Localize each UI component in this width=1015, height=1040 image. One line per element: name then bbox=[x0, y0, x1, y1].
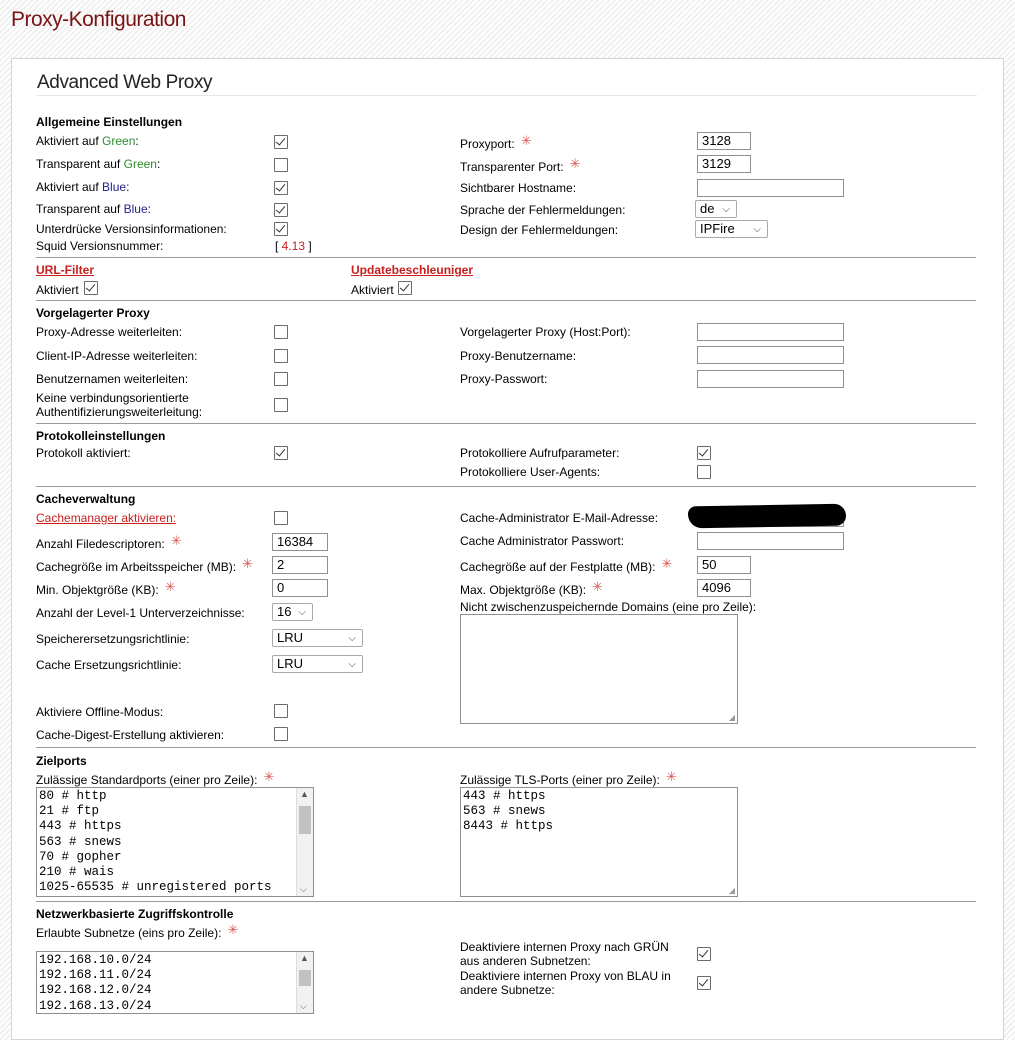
max-object-input[interactable]: 4096 bbox=[697, 579, 751, 597]
tls-ports-label: Zulässige TLS-Ports (einer pro Zeile): ✳ bbox=[460, 769, 677, 787]
divider bbox=[36, 901, 976, 902]
transparent-blue-label: Transparent auf Blue: bbox=[36, 202, 151, 216]
scrollbar-thumb[interactable] bbox=[299, 970, 311, 986]
mem-policy-label: Speicherersetzungsrichtlinie: bbox=[36, 632, 190, 646]
forward-client-ip-label: Client-IP-Adresse weiterleiten: bbox=[36, 349, 198, 363]
nocache-domains-label: Nicht zwischenzuspeichernde Domains (eine pro Zeile): bbox=[460, 600, 757, 614]
cache-digest-checkbox[interactable] bbox=[274, 727, 288, 741]
std-ports-content: 80 # http 21 # ftp 443 # https 563 # snews 70 # gopher 210 # wais 1025-65535 # unregistered ports bbox=[39, 789, 272, 895]
mem-cache-input[interactable]: 2 bbox=[272, 556, 328, 574]
divider bbox=[36, 300, 976, 301]
offline-mode-label: Aktiviere Offline-Modus: bbox=[36, 705, 164, 719]
log-enabled-checkbox[interactable] bbox=[274, 446, 288, 460]
scrollbar[interactable] bbox=[296, 952, 313, 1013]
log-query-checkbox[interactable] bbox=[697, 446, 711, 460]
update-accelerator-enabled-checkbox[interactable] bbox=[398, 281, 412, 295]
resize-grip-icon[interactable]: ◢ bbox=[728, 713, 735, 722]
suppress-version-checkbox[interactable] bbox=[274, 222, 288, 236]
resize-grip-icon[interactable]: ◢ bbox=[728, 886, 735, 895]
disable-blue-checkbox[interactable] bbox=[697, 976, 711, 990]
log-useragent-label: Protokolliere User-Agents: bbox=[460, 465, 601, 479]
enabled-green-checkbox[interactable] bbox=[274, 135, 288, 149]
scroll-down-icon[interactable]: ⌵ bbox=[300, 884, 307, 894]
admin-pass-input[interactable] bbox=[697, 532, 844, 550]
visible-hostname-input[interactable] bbox=[697, 179, 844, 197]
l1-dirs-select[interactable]: 16 ⌵ bbox=[272, 603, 313, 621]
error-design-label: Design der Fehlermeldungen: bbox=[460, 223, 619, 237]
no-conn-auth-label-2: Authentifizierungsweiterleitung: bbox=[36, 405, 203, 419]
scrollbar-thumb[interactable] bbox=[299, 806, 311, 834]
transparent-green-label: Transparent auf Green: bbox=[36, 157, 161, 171]
upstream-user-label: Proxy-Benutzername: bbox=[460, 349, 577, 363]
chevron-down-icon: ⌵ bbox=[753, 224, 761, 235]
cache-policy-select[interactable]: LRU ⌵ bbox=[272, 655, 363, 673]
update-accelerator-enabled-label: Aktiviert bbox=[351, 283, 394, 297]
divider bbox=[36, 423, 976, 424]
transparent-green-checkbox[interactable] bbox=[274, 158, 288, 172]
disk-cache-label: Cachegröße auf der Festplatte (MB): ✳ bbox=[460, 556, 673, 574]
no-conn-auth-label-1: Keine verbindungsorientierte bbox=[36, 391, 189, 405]
subnets-label: Erlaubte Subnetze (eins pro Zeile): ✳ bbox=[36, 922, 239, 940]
section-general-title: Allgemeine Einstellungen bbox=[36, 115, 183, 129]
tls-ports-textarea[interactable] bbox=[460, 787, 738, 897]
disable-blue-label-1: Deaktiviere internen Proxy von BLAU in bbox=[460, 969, 671, 983]
forward-username-checkbox[interactable] bbox=[274, 372, 288, 386]
scroll-up-icon[interactable]: ▲ bbox=[300, 789, 309, 799]
log-useragent-checkbox[interactable] bbox=[697, 465, 711, 479]
proxyport-input[interactable]: 3128 bbox=[697, 132, 751, 150]
section-network-title: Netzwerkbasierte Zugriffskontrolle bbox=[36, 907, 234, 921]
disk-cache-input[interactable]: 50 bbox=[697, 556, 751, 574]
url-filter-link[interactable]: URL-Filter bbox=[36, 263, 94, 277]
page-title: Proxy-Konfiguration bbox=[11, 8, 186, 31]
section-cache-title: Cacheverwaltung bbox=[36, 492, 136, 506]
enabled-blue-label: Aktiviert auf Blue: bbox=[36, 180, 130, 194]
cache-digest-label: Cache-Digest-Erstellung aktivieren: bbox=[36, 728, 225, 742]
upstream-proxy-input[interactable] bbox=[697, 323, 844, 341]
forward-address-label: Proxy-Adresse weiterleiten: bbox=[36, 325, 183, 339]
section-logging-title: Protokolleinstellungen bbox=[36, 429, 166, 443]
min-object-input[interactable]: 0 bbox=[272, 579, 328, 597]
section-ports-title: Zielports bbox=[36, 754, 87, 768]
section-upstream-title: Vorgelagerter Proxy bbox=[36, 306, 150, 320]
upstream-pass-label: Proxy-Passwort: bbox=[460, 372, 548, 386]
squid-version-value: [ 4.13 ] bbox=[275, 239, 312, 253]
cachemanager-checkbox[interactable] bbox=[274, 511, 288, 525]
no-conn-auth-checkbox[interactable] bbox=[274, 398, 288, 412]
update-accelerator-link[interactable]: Updatebeschleuniger bbox=[351, 263, 474, 277]
upstream-pass-input[interactable] bbox=[697, 370, 844, 388]
l1-dirs-label: Anzahl der Level-1 Unterverzeichnisse: bbox=[36, 606, 245, 620]
max-object-label: Max. Objektgröße (KB): ✳ bbox=[460, 579, 603, 597]
cache-policy-label: Cache Ersetzungsrichtlinie: bbox=[36, 658, 182, 672]
transparent-port-label: Transparenter Port: ✳ bbox=[460, 156, 581, 174]
url-filter-enabled-label: Aktiviert bbox=[36, 283, 79, 297]
forward-client-ip-checkbox[interactable] bbox=[274, 349, 288, 363]
suppress-version-label: Unterdrücke Versionsinformationen: bbox=[36, 222, 227, 236]
squid-version-label: Squid Versionsnummer: bbox=[36, 239, 164, 253]
tls-ports-content: 443 # https 563 # snews 8443 # https bbox=[463, 789, 554, 834]
url-filter-enabled-checkbox[interactable] bbox=[84, 281, 98, 295]
admin-email-label: Cache-Administrator E-Mail-Adresse: bbox=[460, 511, 659, 525]
chevron-down-icon: ⌵ bbox=[348, 659, 356, 670]
scrollbar[interactable] bbox=[296, 788, 313, 896]
scroll-up-icon[interactable]: ▲ bbox=[300, 953, 309, 963]
filedescriptors-label: Anzahl Filedescriptoren: ✳ bbox=[36, 533, 182, 551]
offline-mode-checkbox[interactable] bbox=[274, 704, 288, 718]
disable-blue-label-2: andere Subnetze: bbox=[460, 983, 555, 997]
forward-address-checkbox[interactable] bbox=[274, 325, 288, 339]
visible-hostname-label: Sichtbarer Hostname: bbox=[460, 181, 577, 195]
error-design-select[interactable]: IPFire ⌵ bbox=[695, 220, 768, 238]
log-query-label: Protokolliere Aufrufparameter: bbox=[460, 446, 620, 460]
transparent-port-input[interactable]: 3129 bbox=[697, 155, 751, 173]
min-object-label: Min. Objektgröße (KB): ✳ bbox=[36, 579, 176, 597]
upstream-proxy-label: Vorgelagerter Proxy (Host:Port): bbox=[460, 325, 631, 339]
title-divider bbox=[37, 95, 977, 96]
std-ports-textarea[interactable] bbox=[36, 787, 314, 897]
mem-policy-select[interactable]: LRU ⌵ bbox=[272, 629, 363, 647]
error-lang-label: Sprache der Fehlermeldungen: bbox=[460, 203, 626, 217]
cachemanager-link[interactable]: Cachemanager aktivieren: bbox=[36, 511, 177, 525]
chevron-down-icon: ⌵ bbox=[298, 607, 306, 618]
std-ports-label: Zulässige Standardports (einer pro Zeile): ✳ bbox=[36, 769, 275, 787]
subnets-content: 192.168.10.0/24 192.168.11.0/24 192.168.12.0/24 192.168.13.0/24 bbox=[39, 953, 152, 1013]
disable-green-checkbox[interactable] bbox=[697, 947, 711, 961]
upstream-user-input[interactable] bbox=[697, 346, 844, 364]
chevron-down-icon: ⌵ bbox=[722, 204, 730, 215]
chevron-down-icon: ⌵ bbox=[348, 633, 356, 644]
enabled-blue-checkbox[interactable] bbox=[274, 181, 288, 195]
transparent-blue-checkbox[interactable] bbox=[274, 203, 288, 217]
enabled-green-label: Aktiviert auf Green: bbox=[36, 134, 139, 148]
disable-green-label-2: aus anderen Subnetzen: bbox=[460, 954, 591, 968]
disable-green-label-1: Deaktiviere internen Proxy nach GRÜN bbox=[460, 940, 669, 954]
panel-title: Advanced Web Proxy bbox=[37, 72, 213, 93]
filedescriptors-input[interactable]: 16384 bbox=[272, 533, 328, 551]
log-enabled-label: Protokoll aktiviert: bbox=[36, 446, 131, 460]
mem-cache-label: Cachegröße im Arbeitsspeicher (MB): ✳ bbox=[36, 556, 253, 574]
admin-pass-label: Cache Administrator Passwort: bbox=[460, 534, 625, 548]
scroll-down-icon[interactable]: ⌵ bbox=[300, 1001, 307, 1011]
divider bbox=[36, 486, 976, 487]
subnets-textarea[interactable] bbox=[36, 951, 314, 1014]
nocache-domains-textarea[interactable] bbox=[460, 614, 738, 724]
error-lang-select[interactable]: de ⌵ bbox=[695, 200, 737, 218]
forward-username-label: Benutzernamen weiterleiten: bbox=[36, 372, 189, 386]
redaction-mark bbox=[688, 504, 846, 529]
proxyport-label: Proxyport: ✳ bbox=[460, 133, 532, 151]
divider bbox=[36, 257, 976, 258]
divider bbox=[36, 747, 976, 748]
